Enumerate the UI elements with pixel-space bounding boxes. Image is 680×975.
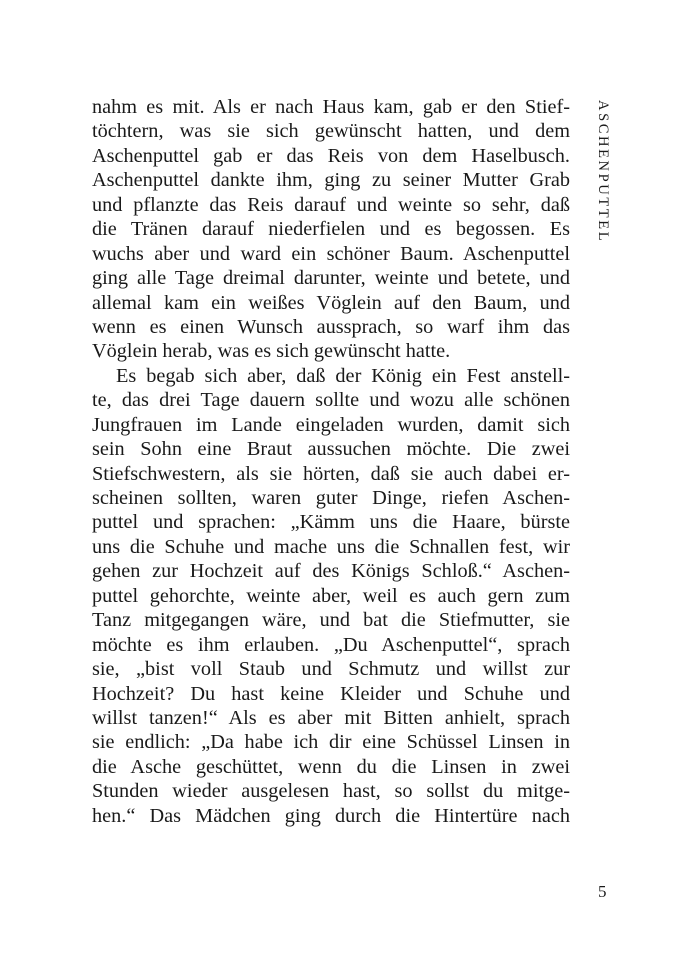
text-line: te, das drei Tage dauern sollte und wozu alle schönen xyxy=(92,389,570,412)
text-line: die Tränen darauf niederfielen und es begossen. Es xyxy=(92,218,570,241)
body-text xyxy=(92,95,570,828)
text-line: allemal kam ein weißes Vöglein auf den Baum, und xyxy=(92,291,570,314)
text-line: möchte es ihm erlauben. „Du Aschenputtel“, sprach xyxy=(92,633,570,656)
text-line: scheinen sollten, waren guter Dinge, riefen Aschen- xyxy=(92,487,570,509)
text-line: töchtern, was sie sich gewünscht hatten, und dem xyxy=(92,120,570,143)
text-line: Es begab sich aber, daß der König ein Fest anstell- xyxy=(116,364,570,387)
text-line: Stunden wieder ausgelesen hast, so sollst du mitge- xyxy=(92,780,570,803)
text-line: sie endlich: „Da habe ich dir eine Schüssel Linsen in xyxy=(92,731,570,754)
text-line: ging alle Tage dreimal darunter, weinte und betete, und xyxy=(92,267,570,290)
text-line: willst tanzen!“ Als es aber mit Bitten anhielt, sprach xyxy=(92,706,570,729)
text-line: und pflanzte das Reis darauf und weinte so sehr, daß xyxy=(92,193,570,216)
text-line: wenn es einen Wunsch aussprach, so warf ihm das xyxy=(92,315,570,338)
text-line: hen.“ Das Mädchen ging durch die Hintertüre nach xyxy=(92,804,570,827)
text-line: gehen zur Hochzeit auf des Königs Schloß.“ Aschen- xyxy=(92,560,570,583)
page-number: 5 xyxy=(598,882,607,901)
text-line: Jungfrauen im Lande eingeladen wurden, damit sich xyxy=(92,413,570,436)
text-line: puttel gehorchte, weinte aber, weil es auch gern zum xyxy=(92,584,570,607)
text-line: Aschenputtel gab er das Reis von dem Haselbusch. xyxy=(92,144,570,167)
text-line: sie, „bist voll Staub und Schmutz und willst zur xyxy=(92,658,570,681)
text-line: sein Sohn eine Braut aussuchen möchte. Die zwei xyxy=(92,438,570,461)
running-head: ASCHENPUTTEL xyxy=(595,100,611,244)
text-line: Tanz mitgegangen wäre, und bat die Stiefmutter, sie xyxy=(92,609,570,632)
text-line: Aschenputtel dankte ihm, ging zu seiner Mutter Grab xyxy=(92,169,570,192)
text-line: die Asche geschüttet, wenn du die Linsen in zwei xyxy=(92,755,570,778)
text-line: wuchs aber und ward ein schöner Baum. Aschenputtel xyxy=(92,242,570,265)
text-line: Stiefschwestern, als sie hörten, daß sie auch dabei er- xyxy=(92,462,570,485)
text-line: puttel und sprachen: „Kämm uns die Haare, bürste xyxy=(92,511,570,534)
text-line: nahm es mit. Als er nach Haus kam, gab er den Stief- xyxy=(92,96,570,118)
text-line: uns die Schuhe und mache uns die Schnallen fest, wir xyxy=(92,535,570,558)
text-line: Hochzeit? Du hast keine Kleider und Schuhe und xyxy=(92,682,570,705)
text-line: Vöglein herab, was es sich gewünscht hatte. xyxy=(92,340,451,363)
